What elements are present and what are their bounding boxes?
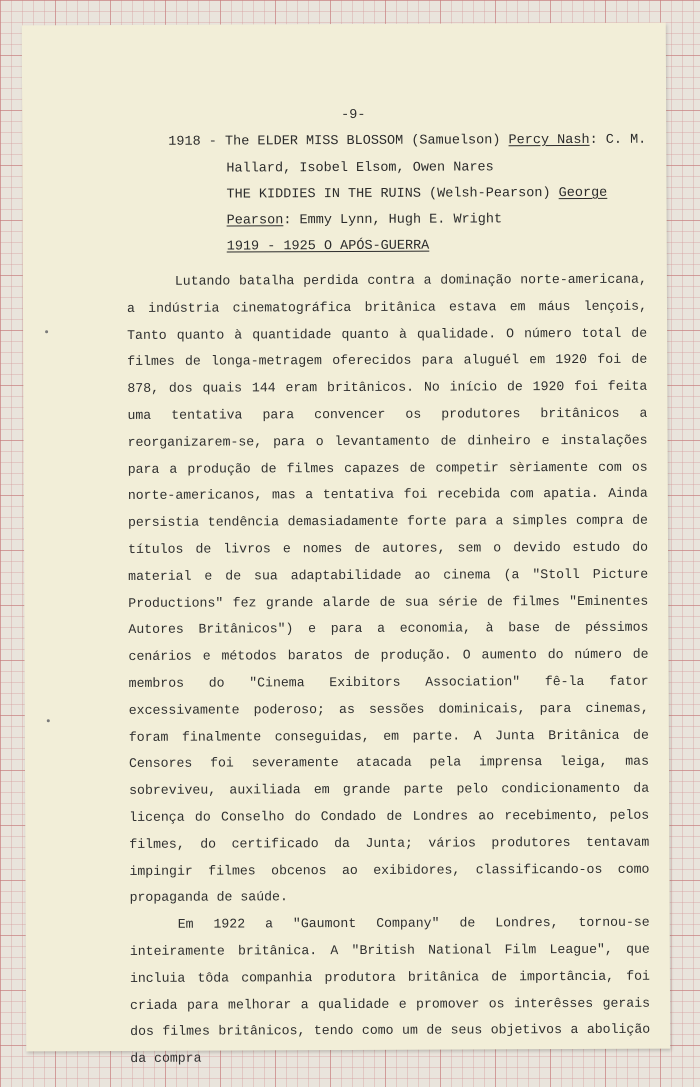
section-heading: 1919 - 1925 O APÓS-GUERRA: [226, 238, 430, 255]
director-1: Percy Nash: [508, 132, 590, 149]
film-entry-line-4: [227, 212, 503, 229]
director-2-first: George: [558, 185, 608, 202]
page-number: -9-: [341, 107, 366, 124]
film-entry-line-3: [226, 186, 607, 204]
typewritten-page: [22, 23, 670, 1067]
margin-mark: [47, 719, 50, 722]
film-title-1: The ELDER MISS BLOSSOM (Samuelson): [224, 133, 509, 150]
entry-year: 1918 -: [168, 134, 217, 150]
director-2-last: Pearson: [226, 213, 284, 229]
paragraph-1: Lutando batalha perdida contra a dominação norte-americana, a indústria cinematográfica britânica estava em máus lençois, Tanto quanto à quantidade quanto à qualidade. O número total de filmes de longa-metragem oferecidos para aluguél em 1920 foi de 878, dos quais 144 eram britânicos. No início de 1920 foi feita uma tentativa para convencer os produtores britânicos a reorganizarem-se, para o levantamento de dinheiro e instalações para a produção de filmes capazes de competir sèriamente com os norte-americanos, mas a tentativa foi recebida com apatia. Ainda persistia tendência demasiadamente forte para a simples compra de títulos de livros e nomes de autores, sem o devido estudo do material e de sua adaptabilidade ao cinema (a "Stoll Picture Productions" fez grande alarde de sua série de filmes "Eminentes Autores Britânicos") e para a economia, à base de péssimos cenários e métodos baratos de produção. O aumento do número de membros do "Cinema Exibitors Association" fê-la fator excessivamente poderoso; as sessões dominicais, para cinemas, foram finalmente conseguidas, em parte. A Junta Britânica de Censores foi severamente atacada pela imprensa leiga, mas sobreviveu, auxiliada em grande parte pelo condicionamento da licença do Conselho do Condado de Londres ao recebimento, pelos filmes, do certificado da Junta; vários produtores tentavam impingir filmes obcenos ao exibidores, classificando-os como propaganda de saúde.: [126, 271, 650, 906]
cast-2: : Emmy Lynn, Hugh E. Wright: [283, 212, 503, 229]
body-text: [127, 267, 651, 1073]
margin-mark: [45, 330, 48, 333]
film-title-2: THE KIDDIES IN THE RUINS (Welsh-Pearson): [226, 186, 559, 203]
film-entry-line-2: Hallard, Isobel Elsom, Owen Nares: [226, 160, 494, 177]
paragraph-2: Em 1922 a "Gaumont Company" de Londres, tornou-se inteiramente britânica. A "British National Film League", que incluia tôda companhia produtora britânica de importância, foi criada para melhorar a qualidade e promover os interêsses gerais dos filmes britânicos, tendo como um de seus objetivos a abolição da compra: [129, 914, 651, 1067]
cast-1-start: : C. M.: [589, 132, 647, 148]
film-entry-line-1: [168, 133, 646, 151]
